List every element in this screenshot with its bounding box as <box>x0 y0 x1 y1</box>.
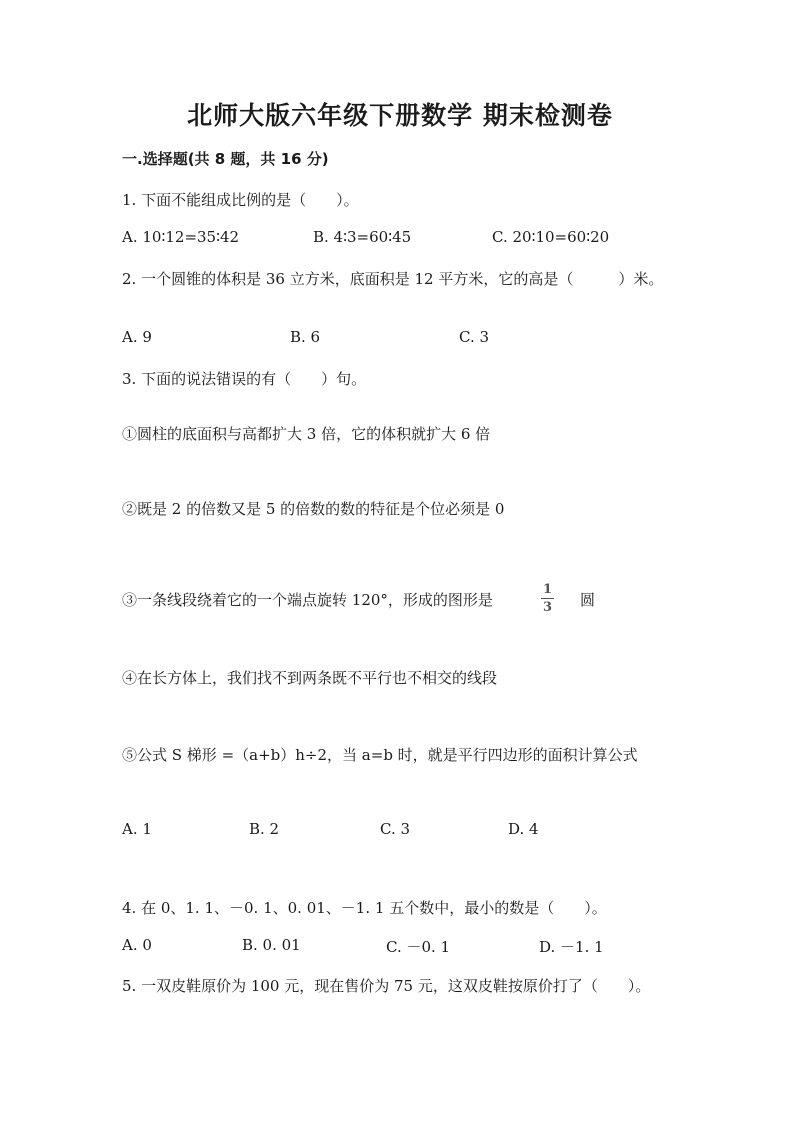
question-3-stem: 3. 下面的说法错误的有（ ）句。 <box>122 370 367 388</box>
question-2-stem: 2. 一个圆锥的体积是 36 立方米，底面积是 12 平方米，它的高是（ ）米。 <box>122 270 664 288</box>
exam-title: 北师大版六年级下册数学 期末检测卷 <box>187 101 613 130</box>
fraction-numerator: 1 <box>543 582 553 597</box>
question-3-statement-5: ⑤公式 S 梯形 =（a+b）h÷2，当 a=b 时，就是平行四边形的面积计算公式 <box>122 746 638 764</box>
question-3-option-a: A. 1 <box>122 820 152 838</box>
question-3-statement-2: ②既是 2 的倍数又是 5 的倍数的数的特征是个位必须是 0 <box>122 500 505 518</box>
question-4-option-d: D. －1. 1 <box>539 938 604 956</box>
question-4-option-c: C. －0. 1 <box>386 938 451 956</box>
fraction-denominator: 3 <box>543 600 553 615</box>
question-4-option-a: A. 0 <box>122 936 152 954</box>
question-2-option-b: B. 6 <box>290 328 321 346</box>
question-3-option-c: C. 3 <box>380 820 411 838</box>
question-2-option-a: A. 9 <box>122 328 152 346</box>
question-5-stem: 5. 一双皮鞋原价为 100 元，现在售价为 75 元，这双皮鞋按原价打了（ ）。 <box>122 977 651 995</box>
statement-3-text-before: ③一条线段绕着它的一个端点旋转 120°，形成的图形是 <box>122 591 493 609</box>
question-1-option-a: A. 10∶12=35∶42 <box>122 228 240 246</box>
question-3-option-d: D. 4 <box>508 820 539 838</box>
section-heading: 一.选择题(共 8 题，共 16 分) <box>122 150 329 168</box>
question-1-stem: 1. 下面不能组成比例的是（ ）。 <box>122 191 359 209</box>
question-3-statement-1: ①圆柱的底面积与高都扩大 3 倍，它的体积就扩大 6 倍 <box>122 425 491 443</box>
question-1-option-c: C. 20∶10=60∶20 <box>492 228 610 246</box>
question-3-option-b: B. 2 <box>249 820 280 838</box>
statement-3-text-after: 圆 <box>580 591 596 609</box>
question-2-option-c: C. 3 <box>459 328 490 346</box>
question-3-statement-3 <box>122 589 493 610</box>
question-1-option-b: B. 4∶3=60∶45 <box>313 228 412 246</box>
fraction-one-third <box>541 583 554 614</box>
question-4-stem: 4. 在 0、1. 1、－0. 1、0. 01、－1. 1 五个数中，最小的数是（ ）。 <box>122 899 607 917</box>
question-4-option-b: B. 0. 01 <box>242 936 301 954</box>
question-3-statement-4: ④在长方体上，我们找不到两条既不平行也不相交的线段 <box>122 669 498 687</box>
